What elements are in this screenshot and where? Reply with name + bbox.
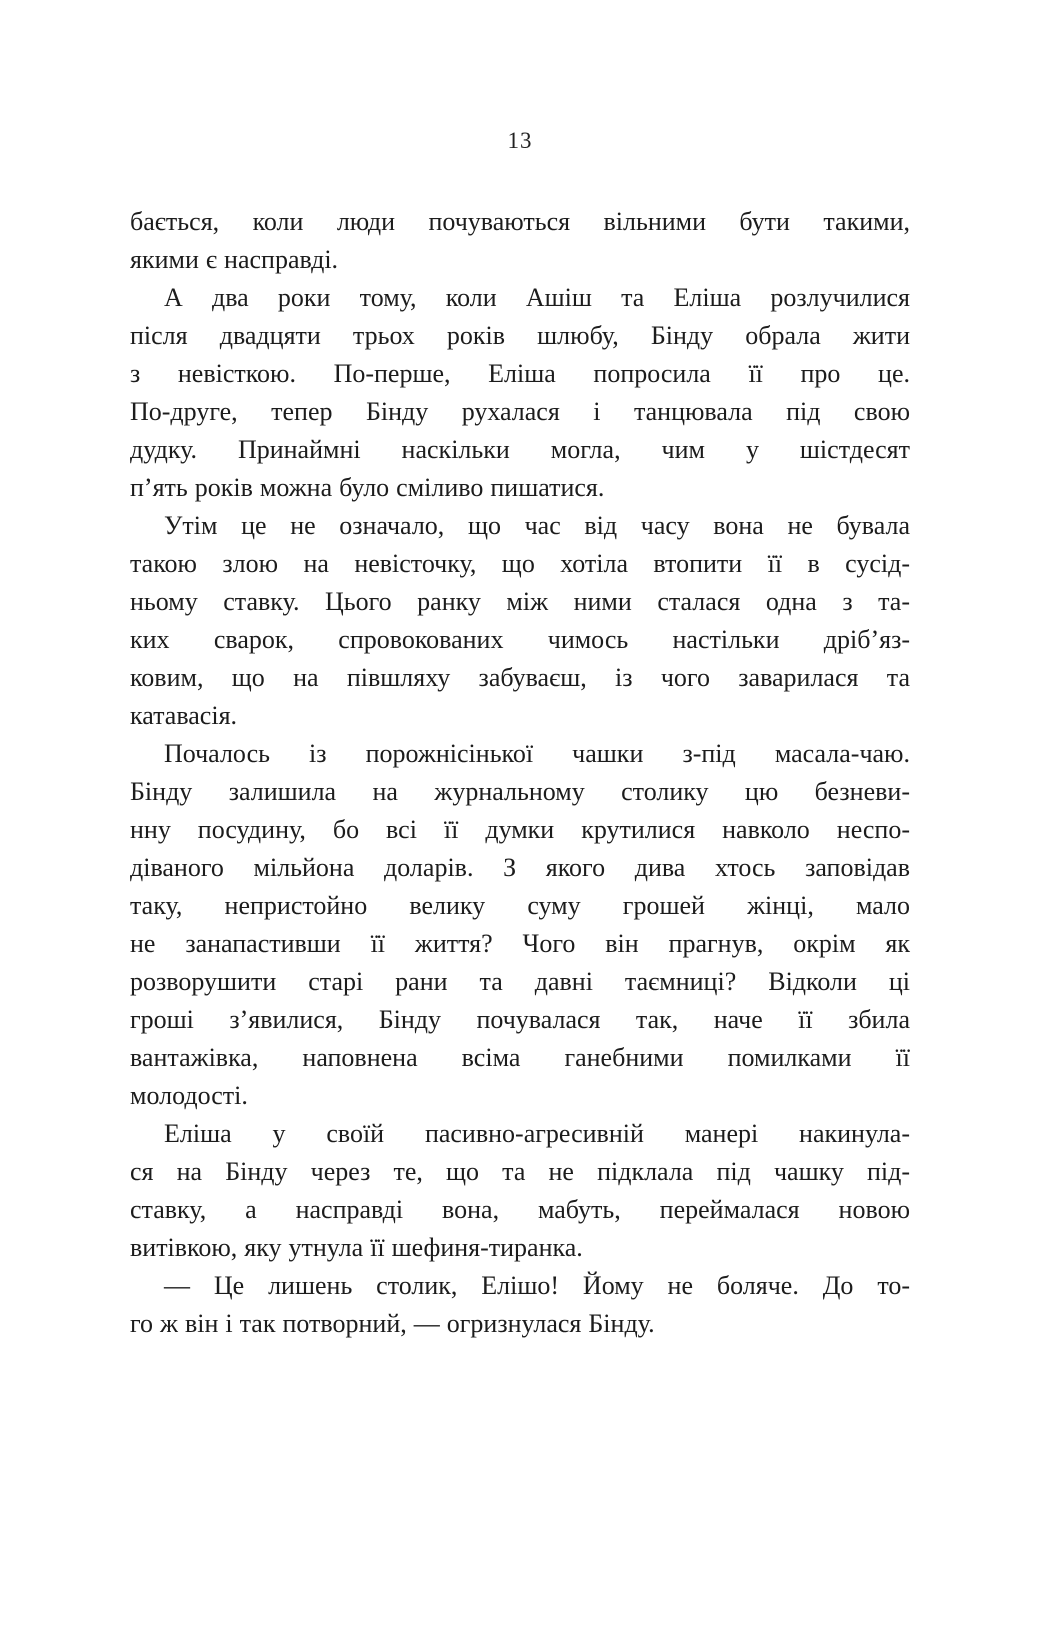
text-line: ких сварок, спровокованих чимось настільки дріб’яз- [130,625,910,654]
text-line: розворушити старі рани та давні таємниці? Відколи ці [130,967,910,996]
text-line: катавасія. [130,701,238,730]
text-line: ся на Бінду через те, що та не підклала під чашку під- [130,1157,910,1186]
text-line: Бінду залишила на журнальному столику цю безневи- [130,777,910,806]
text-line: Утім це не означало, що час від часу вона не бувала [164,511,910,540]
text-line: такою злою на невісточку, що хотіла втопити її в сусід- [130,549,910,578]
text-line: таку, непристойно велику суму грошей жінці, мало [130,891,910,920]
text-line: діваного мільйона доларів. З якого дива хтось заповідав [130,853,910,882]
text-line: Почалось із порожнісінької чашки з-під масала-чаю. [164,739,910,768]
text-line: го ж він і так потворний, — огризнулася Бінду. [130,1309,655,1338]
text-line: молодості. [130,1081,248,1110]
text-line: ковим, що на півшляху забуваєш, із чого заварилася та [130,663,910,692]
text-line: вантажівка, наповнена всіма ганебними помилками її [130,1043,910,1072]
text-line: не занапастивши її життя? Чого він прагнув, окрім як [130,929,910,958]
text-line: після двадцяти трьох років шлюбу, Бінду обрала жити [130,321,910,350]
text-line: — Це лишень столик, Елішо! Йому не боляче. До то- [164,1271,910,1300]
text-line: дудку. Принаймні наскільки могла, чим у шістдесят [130,435,910,464]
text-line: п’ять років можна було сміливо пишатися. [130,473,605,502]
text-line: якими є насправді. [130,245,339,274]
text-line: бається, коли люди почуваються вільними бути такими, [130,207,910,236]
page-number: 13 [507,128,533,153]
text-line: Еліша у своїй пасивно-агресивній манері накинула- [164,1119,910,1148]
text-line: нну посудину, бо всі її думки крутилися навколо неспо- [130,815,910,844]
text-line: По-друге, тепер Бінду рухалася і танцювала під свою [130,397,910,426]
text-line: з невісткою. По-перше, Еліша попросила її про це. [130,359,910,388]
text-line: витівкою, яку утнула її шефиня-тиранка. [130,1233,583,1262]
text-line: ставку, а насправді вона, мабуть, переймалася новою [130,1195,910,1224]
text-line: ньому ставку. Цього ранку між ними сталася одна з та- [130,587,910,616]
text-line: гроші з’явилися, Бінду почувалася так, наче її збила [130,1005,910,1034]
text-line: А два роки тому, коли Ашіш та Еліша розлучилися [164,283,910,312]
text-block [130,203,910,1343]
